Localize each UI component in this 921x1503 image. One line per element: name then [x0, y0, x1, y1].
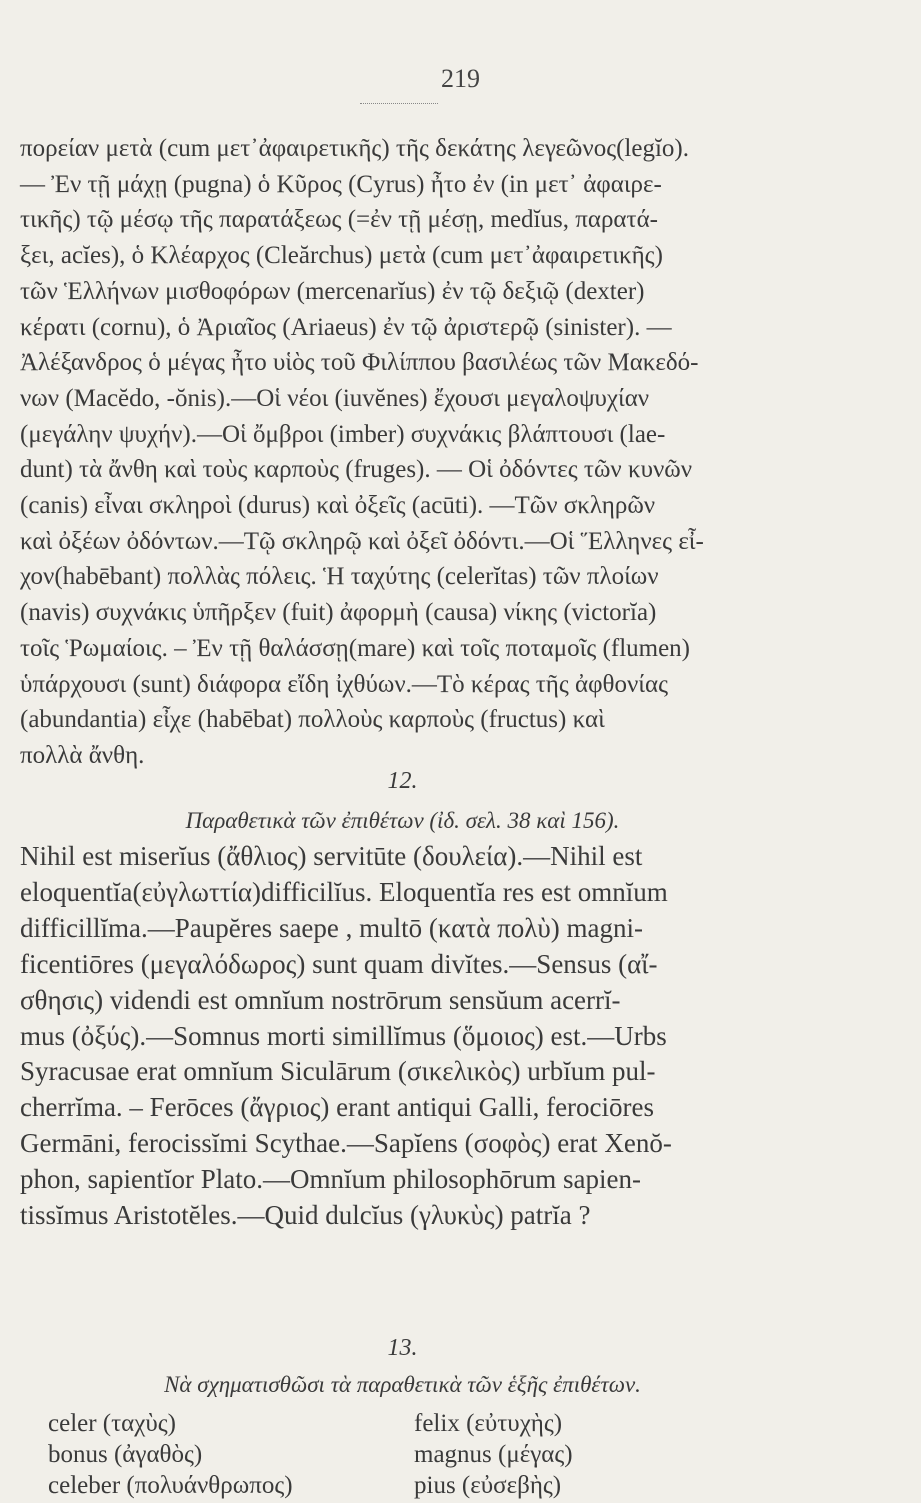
exercise-12-number: 12.: [387, 768, 418, 794]
text-line: difficillĭma.—Paupĕres saepe , multō (κατὰ πολὺ) magni-: [20, 912, 643, 943]
exercise-13-instruction: Νὰ σχηματισθῶσι τὰ παραθετικὰ τῶν ἑξῆς ἐπιθέτων.: [164, 1372, 641, 1397]
text-line: dunt) τὰ ἄνθη καὶ τοὺς καρποὺς (fruges). — Οἱ ὀδόντες τῶν κυνῶν: [20, 456, 693, 484]
latin-text-paragraph: [20, 839, 795, 1234]
adjective-item: felix (εὐτυχὴς): [414, 1410, 563, 1437]
adjective-item: pius (εὐσεβὴς): [414, 1472, 562, 1499]
page-number: 219: [441, 64, 480, 93]
text-line: ficentiōres (μεγαλόδωρος) sunt quam divĭtes.—Sensus (αἴ-: [20, 948, 658, 979]
page-number-rule: [360, 103, 438, 104]
adjective-item: celeber (πολυάνθρωπος): [48, 1472, 293, 1499]
text-line: Germāni, ferocissĭmi Scythae.—Sapĭens (σοφὸς) erat Xenŏ-: [20, 1128, 672, 1159]
text-line: κέρατι (cornu), ὁ Ἀριαῖος (Ariaeus) ἐν τῷ ἀριστερῷ (sinister). —: [20, 313, 672, 341]
text-line: tissĭmus Aristotĕles.—Quid dulcĭus (γλυκὺς) patrĭa ?: [20, 1200, 591, 1231]
text-line: (abundantia) εἶχε (habēbat) πολλοὺς καρποὺς (fructus) καὶ: [20, 706, 605, 734]
text-line: Ἀλέξανδρος ὁ μέγας ἦτο υἱὸς τοῦ Φιλίππου βασιλέως τῶν Μακεδό-: [20, 349, 699, 377]
text-line: eloquentĭa(εὐγλωττία)difficilĭus. Eloquentĭa res est omnĭum: [20, 876, 668, 907]
text-line: σθησις) videndi est omnĭum nostrōrum sensŭum acerrĭ-: [20, 984, 621, 1015]
text-line: — Ἐν τῇ μάχῃ (pugna) ὁ Κῦρος (Cyrus) ἦτο ἐν (in μετ᾽ ἀφαιρε-: [20, 170, 662, 198]
text-line: πολλὰ ἄνθη.: [20, 741, 145, 769]
text-line: τοῖς Ῥωμαίοις. – Ἐν τῇ θαλάσσῃ(mare) καὶ τοῖς ποταμοῖς (flumen): [20, 634, 691, 662]
adjective-row: [48, 1410, 748, 1441]
greek-text-paragraph: [20, 131, 795, 774]
adjective-item: celer (ταχὺς): [48, 1410, 176, 1437]
text-line: (μεγάλην ψυχήν).—Οἱ ὄμβροι (imber) συχνάκις βλάπτουσι (lae-: [20, 420, 666, 448]
adjective-item: magnus (μέγας): [414, 1441, 573, 1468]
text-line: phon, sapientĭor Plato.—Omnĭum philosophōrum sapien-: [20, 1164, 641, 1195]
text-line: ξει, acĭes), ὁ Κλέαρχος (Cleărchus) μετὰ (cum μετ᾽ἀφαιρετικῆς): [20, 242, 663, 270]
text-line: τῶν Ἑλλήνων μισθοφόρων (mercenarĭus) ἐν τῷ δεξιῷ (dexter): [20, 277, 645, 305]
adjective-item: bonus (ἀγαθὸς): [48, 1441, 203, 1468]
exercise-13-number: 13.: [387, 1335, 418, 1361]
text-line: τικῆς) τῷ μέσῳ τῆς παρατάξεως (=ἐν τῇ μέσῃ, medĭus, παρατά-: [20, 206, 658, 234]
text-line: Syracusae erat omnĭum Siculārum (σικελικὸς) urbĭum pul-: [20, 1056, 656, 1087]
text-line: cherrĭma. – Ferōces (ἄγριος) erant antiqui Galli, ferociōres: [20, 1092, 655, 1123]
text-line: νων (Macĕdo, -ŏnis).—Οἱ νέοι (iuvĕnes) ἔχουσι μεγαλοψυχίαν: [20, 384, 650, 412]
adjective-list: [48, 1410, 748, 1503]
text-line: Nihil est miserĭus (ἄθλιος) servitūte (δουλεία).—Nihil est: [20, 841, 643, 871]
adjective-row: [48, 1472, 748, 1503]
adjective-row: [48, 1441, 748, 1472]
exercise-12-instruction: Παραθετικὰ τῶν ἐπιθέτων (ἰδ. σελ. 38 καὶ 156).: [185, 808, 620, 833]
text-line: χον(habēbant) πολλὰς πόλεις. Ἡ ταχύτης (celerĭtas) τῶν πλοίων: [20, 563, 659, 591]
text-line: πορείαν μετὰ (cum μετ᾽ἀφαιρετικῆς) τῆς δεκάτης λεγεῶνος(legĭo).: [20, 135, 689, 162]
text-line: καὶ ὀξέων ὀδόντων.—Τῷ σκληρῷ καὶ ὀξεῖ ὀδόντι.—Οἱ Ἕλληνες εἶ-: [20, 527, 704, 555]
text-line: (navis) συχνάκις ὑπῆρξεν (fuit) ἀφορμὴ (causa) νίκης (victorĭa): [20, 599, 657, 627]
text-line: (canis) εἶναι σκληροὶ (durus) καὶ ὀξεῖς (acūti). —Τῶν σκληρῶν: [20, 492, 656, 520]
text-line: mus (ὀξύς).—Somnus morti simillĭmus (ὅμοιος) est.—Urbs: [20, 1020, 667, 1051]
text-line: ὑπάρχουσι (sunt) διάφορα εἴδη ἰχθύων.—Τὸ κέρας τῆς ἀφθονίας: [20, 670, 669, 698]
